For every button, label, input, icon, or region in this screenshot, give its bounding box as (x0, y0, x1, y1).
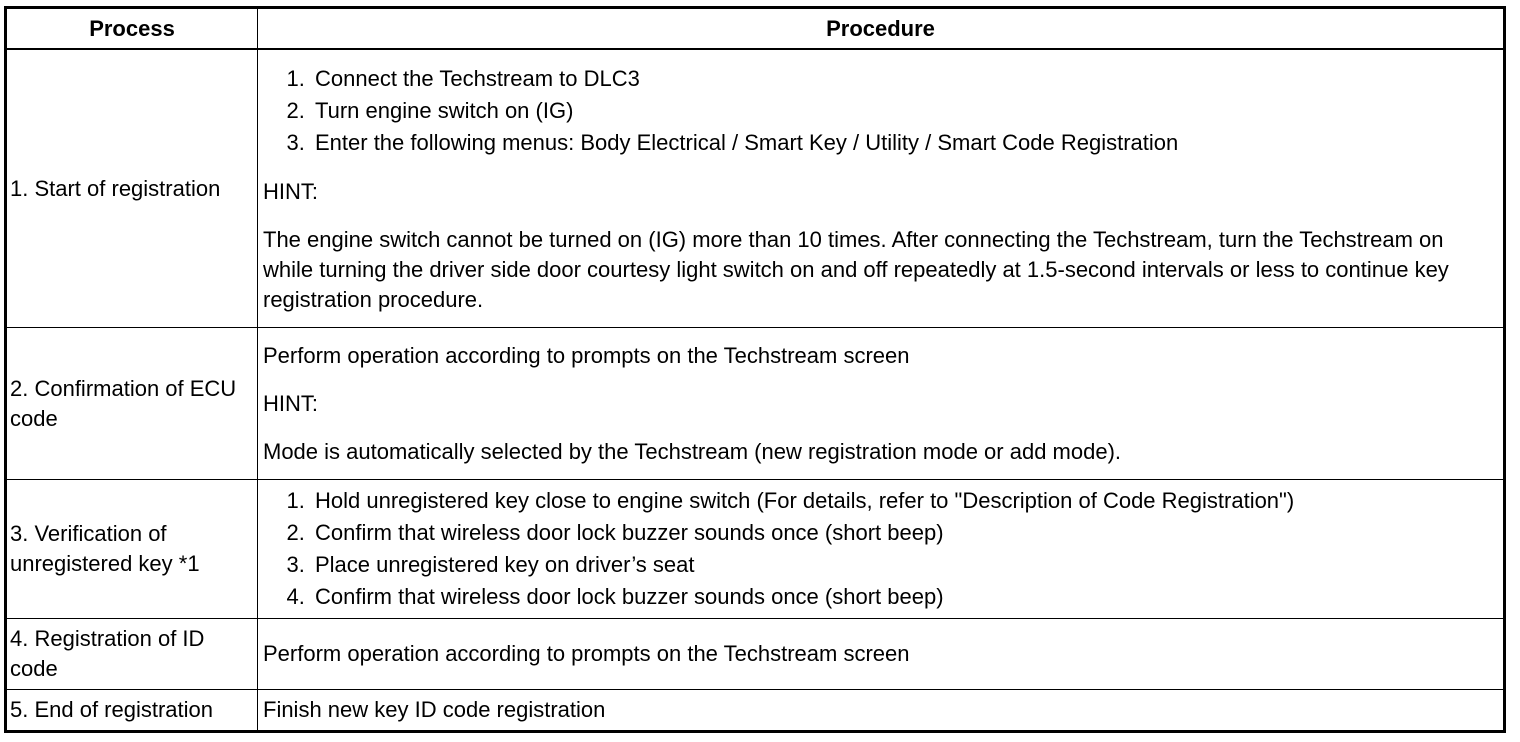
column-header-process: Process (7, 9, 258, 50)
list-item: 2. Turn engine switch on (IG) (311, 95, 1498, 127)
hint-text: The engine switch cannot be turned on (IG) more than 10 times. After connecting the Techstream, turn the Techstream on while turning the driver side door courtesy light switch on and off repeatedly at 1.5-second intervals or less to continue key registration procedure. (263, 226, 1449, 312)
list-item: 3. Place unregistered key on driver’s seat (311, 549, 1498, 581)
procedure-cell (258, 49, 1504, 328)
registration-procedure-table (6, 8, 1504, 731)
procedure-cell (258, 479, 1504, 618)
list-item: 1. Connect the Techstream to DLC3 (311, 63, 1498, 95)
list-item: 1. Hold unregistered key close to engine switch (For details, refer to "Description of Code Registration") (311, 485, 1498, 517)
table-row (7, 49, 1504, 328)
list-item: 4. Confirm that wireless door lock buzzer sounds once (short beep) (311, 581, 1498, 613)
table-row (7, 328, 1504, 479)
procedure-cell (258, 328, 1504, 479)
procedure-cell (258, 689, 1504, 730)
step-list (263, 485, 1498, 613)
hint-label: HINT: (263, 390, 318, 416)
hint-label: HINT: (263, 178, 318, 204)
process-cell: 3. Verification of unregistered key *1 (7, 479, 258, 618)
procedure-text: Perform operation according to prompts on the Techstream screen (263, 640, 910, 666)
process-cell: 5. End of registration (7, 689, 258, 730)
table-row (7, 618, 1504, 689)
table-row (7, 689, 1504, 730)
process-cell: 2. Confirmation of ECU code (7, 328, 258, 479)
column-header-procedure: Procedure (258, 9, 1504, 50)
hint-text: Mode is automatically selected by the Techstream (new registration mode or add mode). (263, 438, 1122, 464)
list-item: 2. Confirm that wireless door lock buzzer sounds once (short beep) (311, 517, 1498, 549)
procedure-text: Perform operation according to prompts on the Techstream screen (263, 342, 910, 368)
process-cell: 1. Start of registration (7, 49, 258, 328)
process-cell: 4. Registration of ID code (7, 618, 258, 689)
registration-procedure-table-frame (4, 6, 1506, 733)
table-row (7, 479, 1504, 618)
procedure-cell (258, 618, 1504, 689)
list-item: 3. Enter the following menus: Body Electrical / Smart Key / Utility / Smart Code Registration (311, 127, 1498, 159)
step-list (263, 63, 1498, 159)
table-header-row (7, 9, 1504, 50)
procedure-text: Finish new key ID code registration (263, 696, 606, 722)
